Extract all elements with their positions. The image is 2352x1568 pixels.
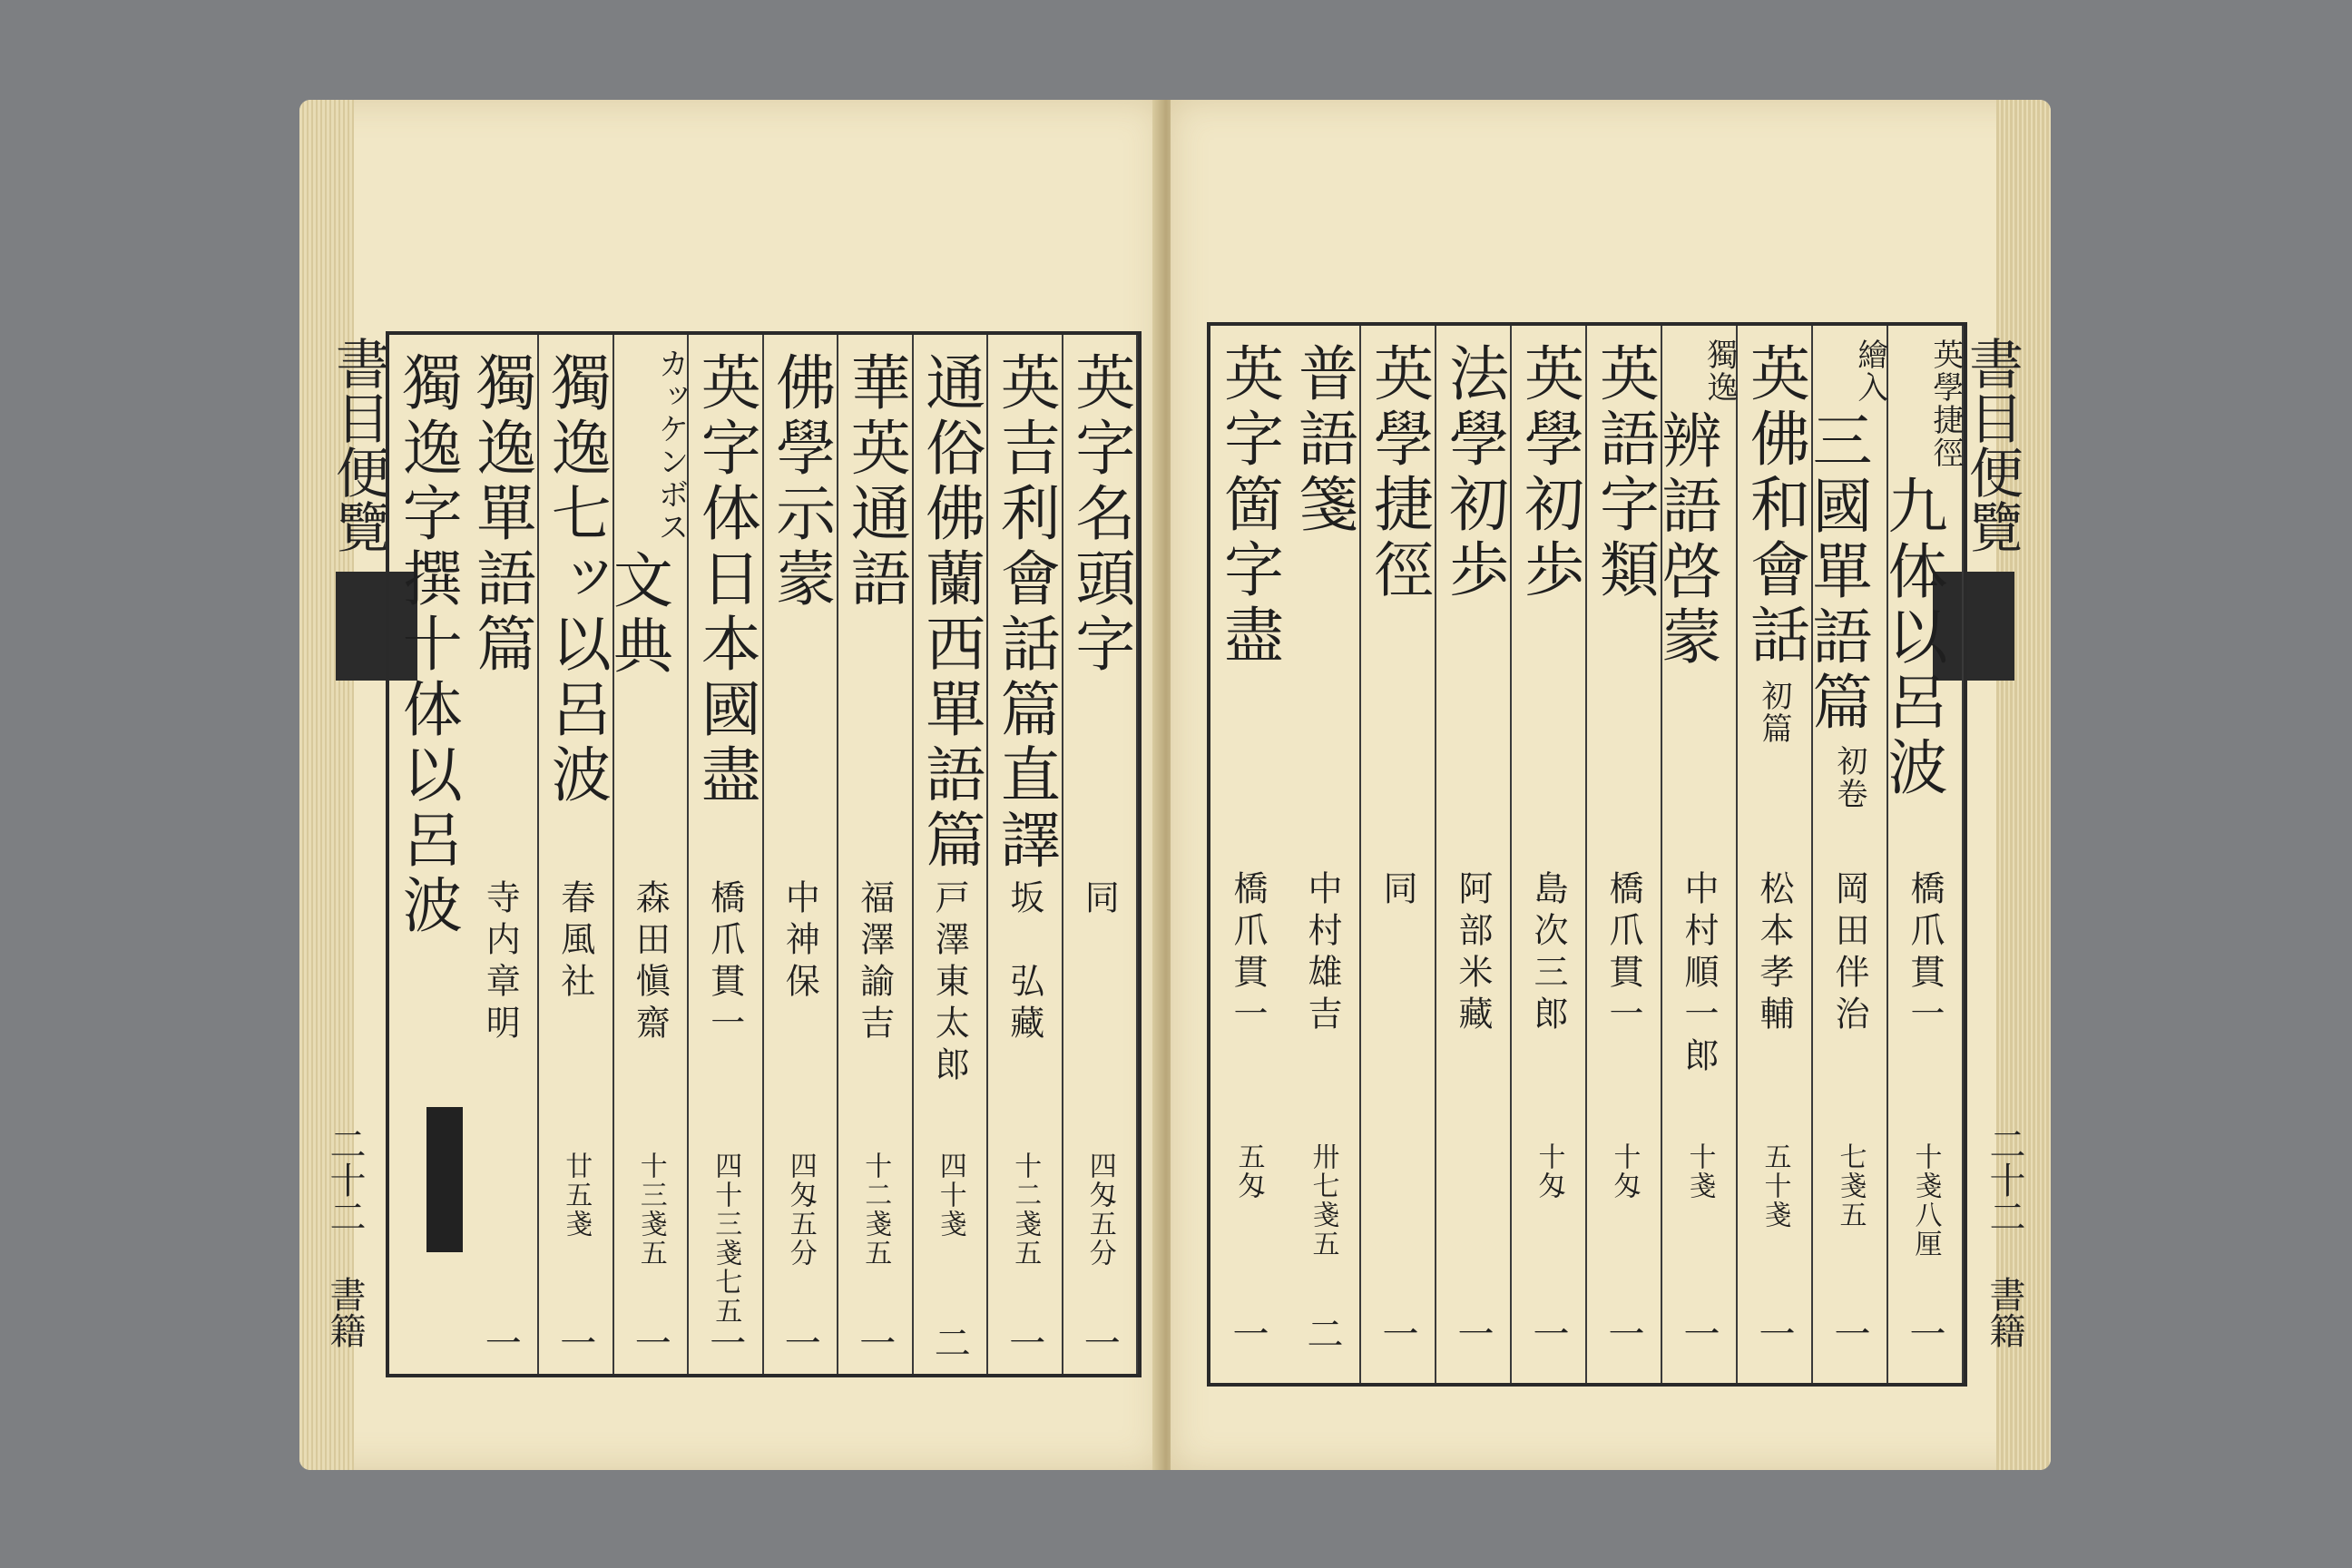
entry-author: 森田愼齋 xyxy=(630,879,671,1046)
entry-price: 十三戔五 xyxy=(634,1152,667,1268)
left-margin-header: 書目便覽 xyxy=(327,336,390,554)
entry-price: 十戔八厘 xyxy=(1909,1142,1942,1259)
entry-title: 普語箋 xyxy=(1288,342,1358,538)
entry-volume-count: 一 xyxy=(1753,1315,1795,1351)
entry-title: 獨逸單語篇 xyxy=(466,351,536,678)
entry-author: 橋爪貫一 xyxy=(704,879,745,1046)
entry-column xyxy=(1587,326,1662,1383)
entry-price: 四十三戔七五 xyxy=(710,1152,742,1326)
entry-author: 坂 弘藏 xyxy=(1004,879,1044,1046)
entry-column xyxy=(465,335,540,1374)
entry-volume-count: 一 xyxy=(629,1324,671,1360)
entry-volume-count: 一 xyxy=(479,1324,522,1360)
entry-column xyxy=(1286,326,1361,1383)
right-margin-footer: 二十二 書籍 xyxy=(1984,1125,2025,1348)
entry-column xyxy=(1210,326,1286,1383)
entry-price: 四十戔 xyxy=(934,1152,966,1239)
entry-volume-count: 一 xyxy=(1377,1315,1418,1351)
entry-volume-count: 一 xyxy=(1227,1315,1269,1351)
entry-author: 戸澤東太郎 xyxy=(929,879,970,1088)
entry-author: 寺内章明 xyxy=(480,879,521,1046)
entry-author: 中村雄吉 xyxy=(1302,870,1342,1037)
entry-author: 島次三郎 xyxy=(1528,870,1568,1037)
entry-price: 十二戔五 xyxy=(859,1152,892,1268)
entry-volume-count: 一 xyxy=(1452,1315,1494,1351)
entry-title: 英佛和會話 xyxy=(1740,342,1810,669)
entry-column xyxy=(539,335,614,1374)
left-table xyxy=(386,331,1142,1377)
entry-column xyxy=(1801,326,1888,1383)
entry-volume-count: 一 xyxy=(1003,1324,1045,1360)
entry-price: 五匁 xyxy=(1232,1142,1265,1200)
entry-title: 文典 xyxy=(603,549,673,680)
entry-column xyxy=(914,335,989,1374)
entry-volume-count: 二 xyxy=(928,1324,971,1360)
entry-title: 英字体日本國盡 xyxy=(691,351,761,808)
entry-volume-count: 一 xyxy=(1602,1315,1644,1351)
entry-column xyxy=(838,335,914,1374)
entry-column xyxy=(389,335,465,1374)
left-page xyxy=(299,100,1161,1470)
entry-column xyxy=(1651,326,1738,1383)
entry-author: 橋爪貫一 xyxy=(1228,870,1268,1037)
entry-note: 初篇 xyxy=(1756,680,1792,745)
entry-author: 中神保 xyxy=(779,879,820,1004)
left-margin-footer: 二十二 書籍 xyxy=(324,1125,366,1348)
entry-title: 法學初歩 xyxy=(1438,342,1509,603)
entry-volume-count: 一 xyxy=(1828,1315,1870,1351)
entry-subtitle: カッケンボス xyxy=(652,348,689,544)
entry-author: 松本孝輔 xyxy=(1754,870,1794,1037)
entry-column xyxy=(1512,326,1587,1383)
entry-volume-count: 一 xyxy=(703,1324,746,1360)
entry-price: 十匁 xyxy=(1533,1142,1565,1200)
entry-volume-count: 一 xyxy=(1678,1315,1720,1351)
entry-volume-count: 一 xyxy=(853,1324,896,1360)
entry-column xyxy=(1436,326,1512,1383)
entry-author: 中村順一郎 xyxy=(1679,870,1719,1079)
entry-column xyxy=(1738,326,1813,1383)
entry-price: 五十戔 xyxy=(1759,1142,1791,1230)
entry-title: 通俗佛蘭西單語篇 xyxy=(915,351,985,874)
entry-subtitle: 獨逸 xyxy=(1700,338,1738,404)
entry-author: 春風社 xyxy=(554,879,595,1004)
entry-column xyxy=(1063,335,1139,1374)
right-page xyxy=(1171,100,2051,1470)
entry-price: 四匁五分 xyxy=(784,1152,817,1268)
entry-title: 英吉利會話篇直譯 xyxy=(990,351,1061,874)
entry-column xyxy=(689,335,764,1374)
entry-price: 廿五戔 xyxy=(560,1152,593,1239)
entry-price: 十匁 xyxy=(1608,1142,1641,1200)
entry-title: 九体以呂波 xyxy=(1877,475,1947,801)
entry-author: 橋爪貫一 xyxy=(1603,870,1643,1037)
entry-volume-count: 一 xyxy=(779,1324,821,1360)
entry-note: 初卷 xyxy=(1831,745,1867,810)
entry-price: 七戔五 xyxy=(1834,1142,1867,1230)
entry-price: 卅七戔五 xyxy=(1307,1142,1339,1259)
entry-price: 四匁五分 xyxy=(1083,1152,1116,1268)
entry-volume-count: 二 xyxy=(1301,1315,1343,1351)
entry-price: 十戔 xyxy=(1683,1142,1716,1200)
entry-title: 華英通語 xyxy=(840,351,911,612)
entry-title: 辨語啓蒙 xyxy=(1651,409,1721,671)
entry-title: 獨逸字撰十体以呂波 xyxy=(392,351,463,939)
open-book xyxy=(299,100,2051,1470)
entry-volume-count: 一 xyxy=(1527,1315,1569,1351)
entry-column xyxy=(988,335,1063,1374)
entry-column xyxy=(764,335,839,1374)
entry-price: 十二戔五 xyxy=(1009,1152,1042,1268)
entry-title: 獨逸七ッ以呂波 xyxy=(541,351,612,808)
entry-volume-count: 一 xyxy=(1078,1324,1121,1360)
right-margin-header: 書目便覽 xyxy=(1960,336,2024,554)
entry-title: 三國單語篇 xyxy=(1801,409,1872,736)
entry-title: 英字名頭字 xyxy=(1064,351,1135,678)
entry-title: 英學捷徑 xyxy=(1363,342,1434,603)
entry-column xyxy=(1361,326,1436,1383)
entry-author: 同 xyxy=(1079,879,1120,921)
entry-column xyxy=(603,335,690,1374)
entry-title: 英字箇字盡 xyxy=(1213,342,1284,669)
entry-author: 岡田伴治 xyxy=(1829,870,1869,1037)
entry-author: 橋爪貫一 xyxy=(1905,870,1945,1037)
entry-volume-count: 一 xyxy=(1904,1315,1945,1351)
right-table xyxy=(1207,322,1967,1387)
entry-title: 英語字類 xyxy=(1589,342,1660,603)
entry-subtitle: 英學捷徑 xyxy=(1926,338,1964,469)
entry-author: 福澤諭吉 xyxy=(854,879,895,1046)
entry-title: 英學初歩 xyxy=(1514,342,1584,603)
entry-author: 同 xyxy=(1377,870,1417,912)
entry-title: 佛學示蒙 xyxy=(765,351,836,612)
entry-column xyxy=(1877,326,1964,1383)
entry-subtitle: 繪入 xyxy=(1851,338,1888,404)
entry-author: 阿部米藏 xyxy=(1453,870,1493,1037)
entry-volume-count: 一 xyxy=(554,1324,596,1360)
